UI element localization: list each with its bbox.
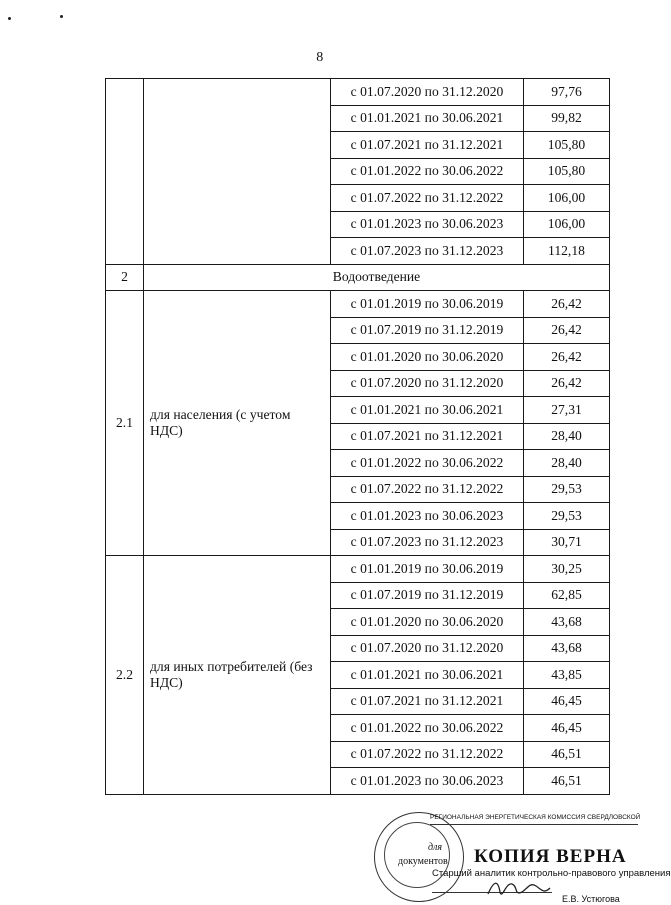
period-cell: с 01.07.2022 по 31.12.2022 bbox=[331, 476, 524, 503]
tariff-value-cell: 30,71 bbox=[524, 529, 610, 556]
tariff-value-cell: 26,42 bbox=[524, 344, 610, 371]
handwritten-signature bbox=[484, 876, 554, 900]
tariff-value-cell: 97,76 bbox=[524, 79, 610, 106]
tariff-value-cell: 26,42 bbox=[524, 317, 610, 344]
scan-artifact-dot bbox=[8, 17, 11, 20]
period-cell: с 01.07.2020 по 31.12.2020 bbox=[331, 370, 524, 397]
tariff-value-cell: 27,31 bbox=[524, 397, 610, 424]
period-cell: с 01.01.2021 по 30.06.2021 bbox=[331, 662, 524, 689]
table-row bbox=[106, 79, 610, 106]
period-cell: с 01.07.2021 по 31.12.2021 bbox=[331, 423, 524, 450]
period-cell: с 01.07.2021 по 31.12.2021 bbox=[331, 688, 524, 715]
tariff-value-cell: 43,85 bbox=[524, 662, 610, 689]
period-cell: с 01.01.2020 по 30.06.2020 bbox=[331, 609, 524, 636]
period-cell: с 01.01.2023 по 30.06.2023 bbox=[331, 503, 524, 530]
period-cell: с 01.07.2021 по 31.12.2021 bbox=[331, 132, 524, 159]
period-cell: с 01.01.2022 по 30.06.2022 bbox=[331, 715, 524, 742]
period-cell: с 01.07.2023 по 31.12.2023 bbox=[331, 529, 524, 556]
group-category-cell: для населения (с учетом НДС) bbox=[144, 291, 331, 556]
tariff-table bbox=[105, 78, 610, 795]
period-cell: с 01.01.2020 по 30.06.2020 bbox=[331, 344, 524, 371]
period-cell: с 01.01.2022 по 30.06.2022 bbox=[331, 158, 524, 185]
tariff-value-cell: 62,85 bbox=[524, 582, 610, 609]
tariff-value-cell: 46,51 bbox=[524, 741, 610, 768]
period-cell: с 01.01.2019 по 30.06.2019 bbox=[331, 291, 524, 318]
stamp-dlya: для bbox=[428, 842, 443, 853]
stamp-header: РЕГИОНАЛЬНАЯ ЭНЕРГЕТИЧЕСКАЯ КОМИССИЯ СВЕРДЛОВСКОЙ bbox=[430, 812, 638, 825]
section-title: Водоотведение bbox=[144, 264, 610, 291]
tariff-value-cell: 43,68 bbox=[524, 609, 610, 636]
copy-certification-stamp bbox=[372, 808, 671, 905]
period-cell: с 01.01.2022 по 30.06.2022 bbox=[331, 450, 524, 477]
copy-verified-label: КОПИЯ ВЕРНА bbox=[474, 846, 627, 867]
period-cell: с 01.01.2019 по 30.06.2019 bbox=[331, 556, 524, 583]
tariff-value-cell: 105,80 bbox=[524, 158, 610, 185]
tariff-value-cell: 29,53 bbox=[524, 476, 610, 503]
period-cell: с 01.07.2019 по 31.12.2019 bbox=[331, 317, 524, 344]
stamp-documents: документов bbox=[398, 856, 448, 867]
group-number-cell: 2.1 bbox=[106, 291, 144, 556]
tariff-value-cell: 28,40 bbox=[524, 450, 610, 477]
tariff-value-cell: 106,00 bbox=[524, 211, 610, 238]
period-cell: с 01.07.2020 по 31.12.2020 bbox=[331, 79, 524, 106]
period-cell: с 01.01.2021 по 30.06.2021 bbox=[331, 105, 524, 132]
tariff-value-cell: 28,40 bbox=[524, 423, 610, 450]
period-cell: с 01.07.2019 по 31.12.2019 bbox=[331, 582, 524, 609]
tariff-value-cell: 99,82 bbox=[524, 105, 610, 132]
tariff-value-cell: 29,53 bbox=[524, 503, 610, 530]
row-number-cell bbox=[106, 79, 144, 265]
table-row bbox=[106, 291, 610, 318]
group-category-cell: для иных потребителей (без НДС) bbox=[144, 556, 331, 795]
scan-artifact-dot bbox=[60, 15, 63, 18]
section-number: 2 bbox=[106, 264, 144, 291]
period-cell: с 01.07.2023 по 31.12.2023 bbox=[331, 238, 524, 265]
tariff-value-cell: 46,45 bbox=[524, 715, 610, 742]
page-number: 8 bbox=[316, 50, 324, 65]
tariff-value-cell: 46,45 bbox=[524, 688, 610, 715]
tariff-value-cell: 43,68 bbox=[524, 635, 610, 662]
period-cell: с 01.07.2022 по 31.12.2022 bbox=[331, 741, 524, 768]
tariff-value-cell: 112,18 bbox=[524, 238, 610, 265]
group-number-cell: 2.2 bbox=[106, 556, 144, 795]
tariff-value-cell: 46,51 bbox=[524, 768, 610, 795]
period-cell: с 01.07.2022 по 31.12.2022 bbox=[331, 185, 524, 212]
section-row bbox=[106, 264, 610, 291]
tariff-value-cell: 26,42 bbox=[524, 291, 610, 318]
period-cell: с 01.01.2021 по 30.06.2021 bbox=[331, 397, 524, 424]
period-cell: с 01.01.2023 по 30.06.2023 bbox=[331, 211, 524, 238]
signer-name: Е.В. Устюгова bbox=[562, 894, 620, 904]
tariff-value-cell: 30,25 bbox=[524, 556, 610, 583]
tariff-value-cell: 106,00 bbox=[524, 185, 610, 212]
stamp-role: Старший аналитик контрольно-правового управления bbox=[432, 868, 671, 879]
table-row bbox=[106, 556, 610, 583]
period-cell: с 01.01.2023 по 30.06.2023 bbox=[331, 768, 524, 795]
tariff-value-cell: 105,80 bbox=[524, 132, 610, 159]
period-cell: с 01.07.2020 по 31.12.2020 bbox=[331, 635, 524, 662]
tariff-value-cell: 26,42 bbox=[524, 370, 610, 397]
category-cell bbox=[144, 79, 331, 265]
